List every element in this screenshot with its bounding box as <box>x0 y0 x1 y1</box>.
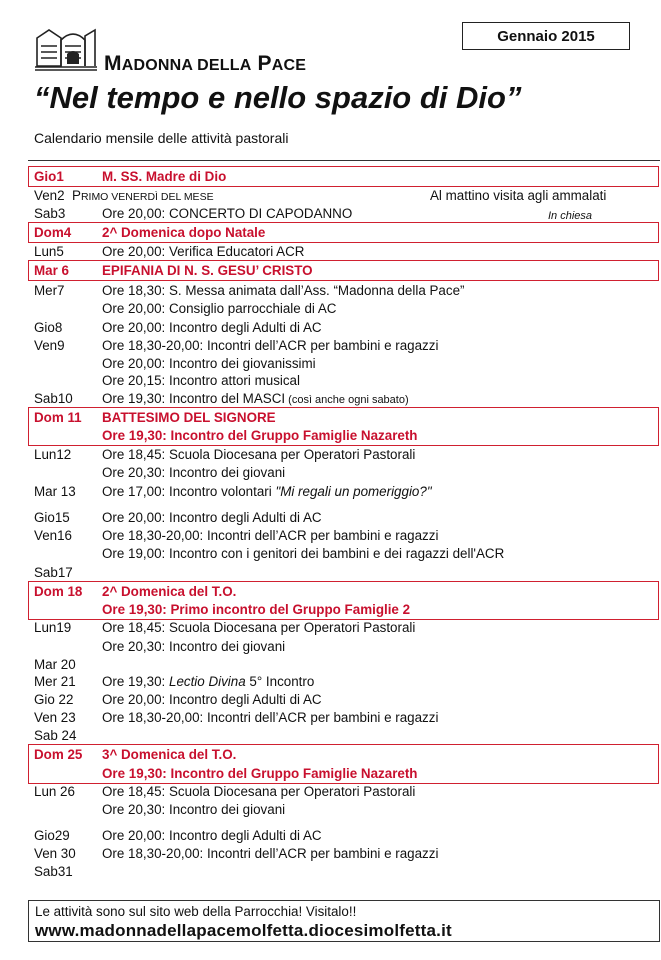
calendar-row <box>28 746 660 764</box>
activity-text: Ore 18,30: S. Messa animata dall’Ass. “Madonna della Pace” <box>102 283 465 298</box>
day-label: Sab31 <box>34 864 73 879</box>
day-label: Dom 11 <box>34 410 82 425</box>
activity-text: Ore 20,30: Incontro dei giovani <box>102 639 286 654</box>
activity-text: Ore 20,00: Verifica Educatori ACR <box>102 244 305 259</box>
activity-text: Ore 19,30: Primo incontro del Gruppo Famiglie 2 <box>102 602 411 617</box>
calendar-row <box>28 224 660 242</box>
calendar-row <box>28 205 660 223</box>
activity-text: 3^ Domenica del T.O. <box>102 747 237 762</box>
activity-text: 2^ Domenica del T.O. <box>102 584 237 599</box>
calendar-row <box>28 483 660 501</box>
day-label: Mer 21 <box>34 674 76 689</box>
calendar-row <box>28 243 660 261</box>
activity-text: Ore 20,00: Incontro degli Adulti di AC <box>102 828 322 843</box>
day-label: Mer7 <box>34 283 65 298</box>
calendar-row <box>28 390 660 408</box>
activity-text: 2^ Domenica dopo Natale <box>102 225 266 240</box>
calendar-row <box>28 187 660 205</box>
activity-text: M. SS. Madre di Dio <box>102 169 227 184</box>
day-label: Mar 20 <box>34 657 76 672</box>
side-note: In chiesa <box>548 210 593 222</box>
activity-text: Ore 20,00: Consiglio parrocchiale di AC <box>102 301 337 316</box>
calendar-row <box>28 372 660 390</box>
motto: “Nel tempo e nello spazio di Dio” <box>34 80 522 115</box>
calendar-row <box>28 709 660 727</box>
activity-text: Ore 20,00: Incontro dei giovanissimi <box>102 356 316 371</box>
day-label: Gio 22 <box>34 692 74 707</box>
footer-box <box>28 900 660 942</box>
activity-text: Ore 20,00: Incontro degli Adulti di AC <box>102 692 322 707</box>
calendar-row <box>28 262 660 280</box>
calendar-row <box>28 801 660 819</box>
day-label: Lun 26 <box>34 784 75 799</box>
day-label: Sab3 <box>34 206 66 221</box>
day-label: Ven 30 <box>34 846 76 861</box>
calendar-row <box>28 765 660 783</box>
calendar-row <box>28 446 660 464</box>
calendar-row <box>28 845 660 863</box>
calendar-row <box>28 319 660 337</box>
activity-text: Ore 18,45: Scuola Diocesana per Operatori Pastorali <box>102 784 416 799</box>
activity-text: Ore 18,45: Scuola Diocesana per Operatori Pastorali <box>102 447 416 462</box>
day-label: Mar 13 <box>34 484 76 499</box>
activity-text: Ore 18,30-20,00: Incontri dell’ACR per bambini e ragazzi <box>102 338 439 353</box>
calendar-row <box>28 638 660 656</box>
footer-text: Le attività sono sul sito web della Parrocchia! Visitalo!! <box>35 904 357 919</box>
calendar-row <box>28 509 660 527</box>
day-label: Mar 6 <box>34 263 69 278</box>
activity-text: Ore 19,30: Lectio Divina 5° Incontro <box>102 674 315 689</box>
side-note: Al mattino visita agli ammalati <box>430 188 607 203</box>
day-label: Ven 23 <box>34 710 76 725</box>
activity-text: Ore 18,45: Scuola Diocesana per Operatori Pastorali <box>102 620 416 635</box>
subtitle: Calendario mensile delle attività pastorali <box>34 130 289 146</box>
calendar-row <box>28 863 660 881</box>
day-label: Gio15 <box>34 510 70 525</box>
day-label: Lun19 <box>34 620 72 635</box>
calendar-row <box>28 601 660 619</box>
website-link[interactable]: www.madonnadellapacemolfetta.diocesimolfetta.it <box>35 921 452 940</box>
calendar-row <box>28 464 660 482</box>
divider <box>28 160 660 161</box>
activity-text: Ore 19,30: Incontro del Gruppo Famiglie Nazareth <box>102 428 418 443</box>
calendar-row <box>28 583 660 601</box>
day-label: Ven9 <box>34 338 65 353</box>
day-label: Gio1 <box>34 169 64 184</box>
activity-text: EPIFANIA DI N. S. GESU’ CRISTO <box>102 263 313 278</box>
activity-text: Ore 20,30: Incontro dei giovani <box>102 465 286 480</box>
calendar-row <box>28 168 660 186</box>
church-logo <box>33 26 99 72</box>
activity-text: Ore 20,30: Incontro dei giovani <box>102 802 286 817</box>
calendar-row <box>28 673 660 691</box>
day-label: Sab17 <box>34 565 73 580</box>
calendar-row <box>28 691 660 709</box>
activity-text: Ore 18,30-20,00: Incontri dell’ACR per bambini e ragazzi <box>102 528 439 543</box>
activity-text: Ore 20,00: Incontro degli Adulti di AC <box>102 510 322 525</box>
day-label: Gio8 <box>34 320 63 335</box>
activity-text: PRIMO VENERDÌ DEL MESE <box>72 188 214 203</box>
calendar-row <box>28 409 660 427</box>
day-label: Sab10 <box>34 391 73 406</box>
activity-text: Ore 20,15: Incontro attori musical <box>102 373 300 388</box>
day-label: Dom 18 <box>34 584 83 599</box>
activity-text: Ore 20,00: Incontro degli Adulti di AC <box>102 320 322 335</box>
activity-text: BATTESIMO DEL SIGNORE <box>102 410 276 425</box>
calendar-row <box>28 527 660 545</box>
day-label: Ven16 <box>34 528 72 543</box>
calendar-row <box>28 656 660 674</box>
activity-text: Ore 18,30-20,00: Incontri dell’ACR per bambini e ragazzi <box>102 710 439 725</box>
month-label: Gennaio 2015 <box>462 22 630 50</box>
activity-text: Ore 17,00: Incontro volontari "Mi regali un pomeriggio?" <box>102 484 432 499</box>
calendar-row <box>28 727 660 745</box>
calendar-row <box>28 427 660 445</box>
activity-text: Ore 19,30: Incontro del Gruppo Famiglie Nazareth <box>102 766 418 781</box>
calendar-row <box>28 282 660 300</box>
calendar-row <box>28 619 660 637</box>
calendar-row <box>28 827 660 845</box>
day-label: Dom4 <box>34 225 72 240</box>
calendar-row <box>28 564 660 582</box>
activity-text: Ore 18,30-20,00: Incontri dell’ACR per bambini e ragazzi <box>102 846 439 861</box>
day-label: Gio29 <box>34 828 70 843</box>
day-label: Sab 24 <box>34 728 77 743</box>
day-label: Dom 25 <box>34 747 83 762</box>
calendar-row <box>28 783 660 801</box>
activity-text: Ore 20,00: CONCERTO DI CAPODANNO <box>102 206 353 221</box>
activity-text: Ore 19,00: Incontro con i genitori dei bambini e dei ragazzi dell'ACR <box>102 546 505 561</box>
calendar-row <box>28 300 660 318</box>
day-label: Lun5 <box>34 244 64 259</box>
day-label: Lun12 <box>34 447 72 462</box>
day-label: Ven2 <box>34 188 65 203</box>
parish-name: MADONNA DELLA PACE <box>104 52 307 75</box>
activity-text: Ore 19,30: Incontro del MASCI (così anche ogni sabato) <box>102 391 409 406</box>
calendar-row <box>28 355 660 373</box>
calendar-row <box>28 545 660 563</box>
calendar-row <box>28 337 660 355</box>
